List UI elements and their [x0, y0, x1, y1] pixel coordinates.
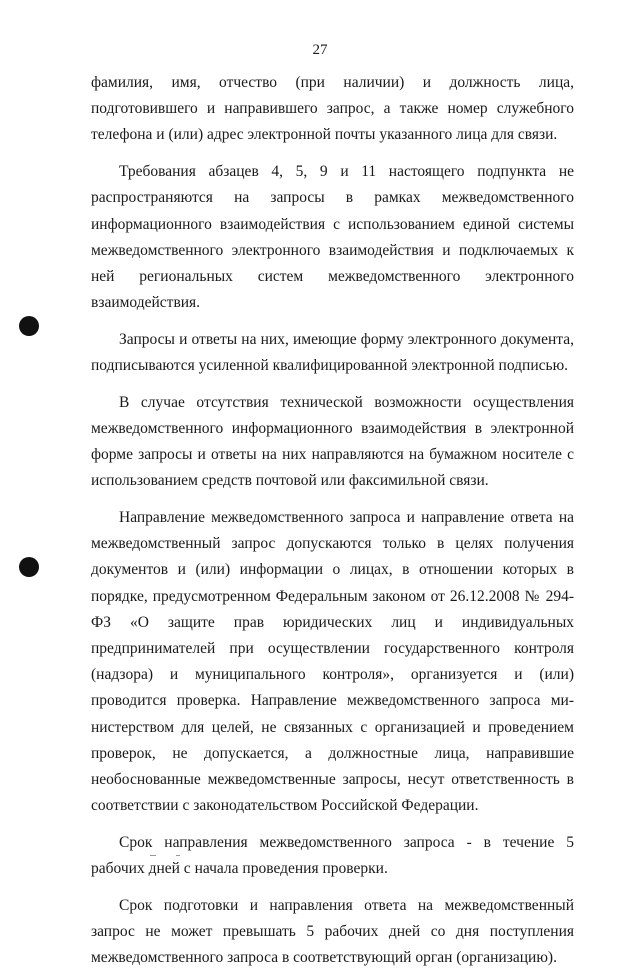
- paragraph: Срок направления межведомственного запроса - в течение 5 рабочих дней с начала проведения проверки.: [91, 833, 574, 878]
- paragraph: Запросы и ответы на них, имеющие форму электронного документа, подписываются усиленной квалифицированной электронной подписью.: [91, 330, 574, 375]
- paragraph: Направление межведомственного запроса и направление ответа на межведомственный запрос допускаются только в целях получения документов и (или) информации о лицах, в отношении которых в порядке, предусмотренном Федеральным законом от 26.12.2008 № 294-ФЗ «О защите прав юридических лиц и индивидуальных предпринимателей при осуществлении государственного контроля (надзора) и муниципального контроля», организуется и (или) проводится проверка. Направление межведомственного запроса министерством для целей, не связанных с организацией и проведением проверок, не допускается, а должностные лица, направившие необоснованные межведомственные запросы, несут ответственность в соответствии с законодательством Российской Федерации.: [91, 509, 574, 815]
- binder-hole-bottom: [19, 557, 39, 577]
- paragraph-continuation: фамилия, имя, отчество (при наличии) и должность лица, подготовившего и направившего запрос, а также номер служебного телефона и (или) адрес электронной почты указанного лица для связи.: [91, 74, 574, 144]
- scan-speck: [176, 855, 180, 856]
- paragraph: В случае отсутствия технической возможности осуществления межведомственного информационного взаимодействия в электронной форме запросы и ответы на них направляются на бумажном носителе с использованием средств почтовой или факсимильной связи.: [91, 393, 574, 490]
- page-number: 27: [312, 42, 328, 58]
- scan-speck: [150, 855, 156, 856]
- document-body: [91, 70, 574, 972]
- binder-hole-top: [19, 316, 39, 336]
- paragraph: Требования абзацев 4, 5, 9 и 11 настоящего подпункта не распространяются на запросы в рамках межведомственного информационного взаимодействия с использованием единой системы межведомственного электронного взаимодействия и подключаемых к ней региональных систем межведомственного электронного взаимодействия.: [91, 163, 574, 312]
- paragraph: Срок подготовки и направления ответа на межведомственный запрос не может превышать 5 рабочих дней со дня поступления межведомственного запроса в соответствующий орган (организацию).: [91, 896, 574, 967]
